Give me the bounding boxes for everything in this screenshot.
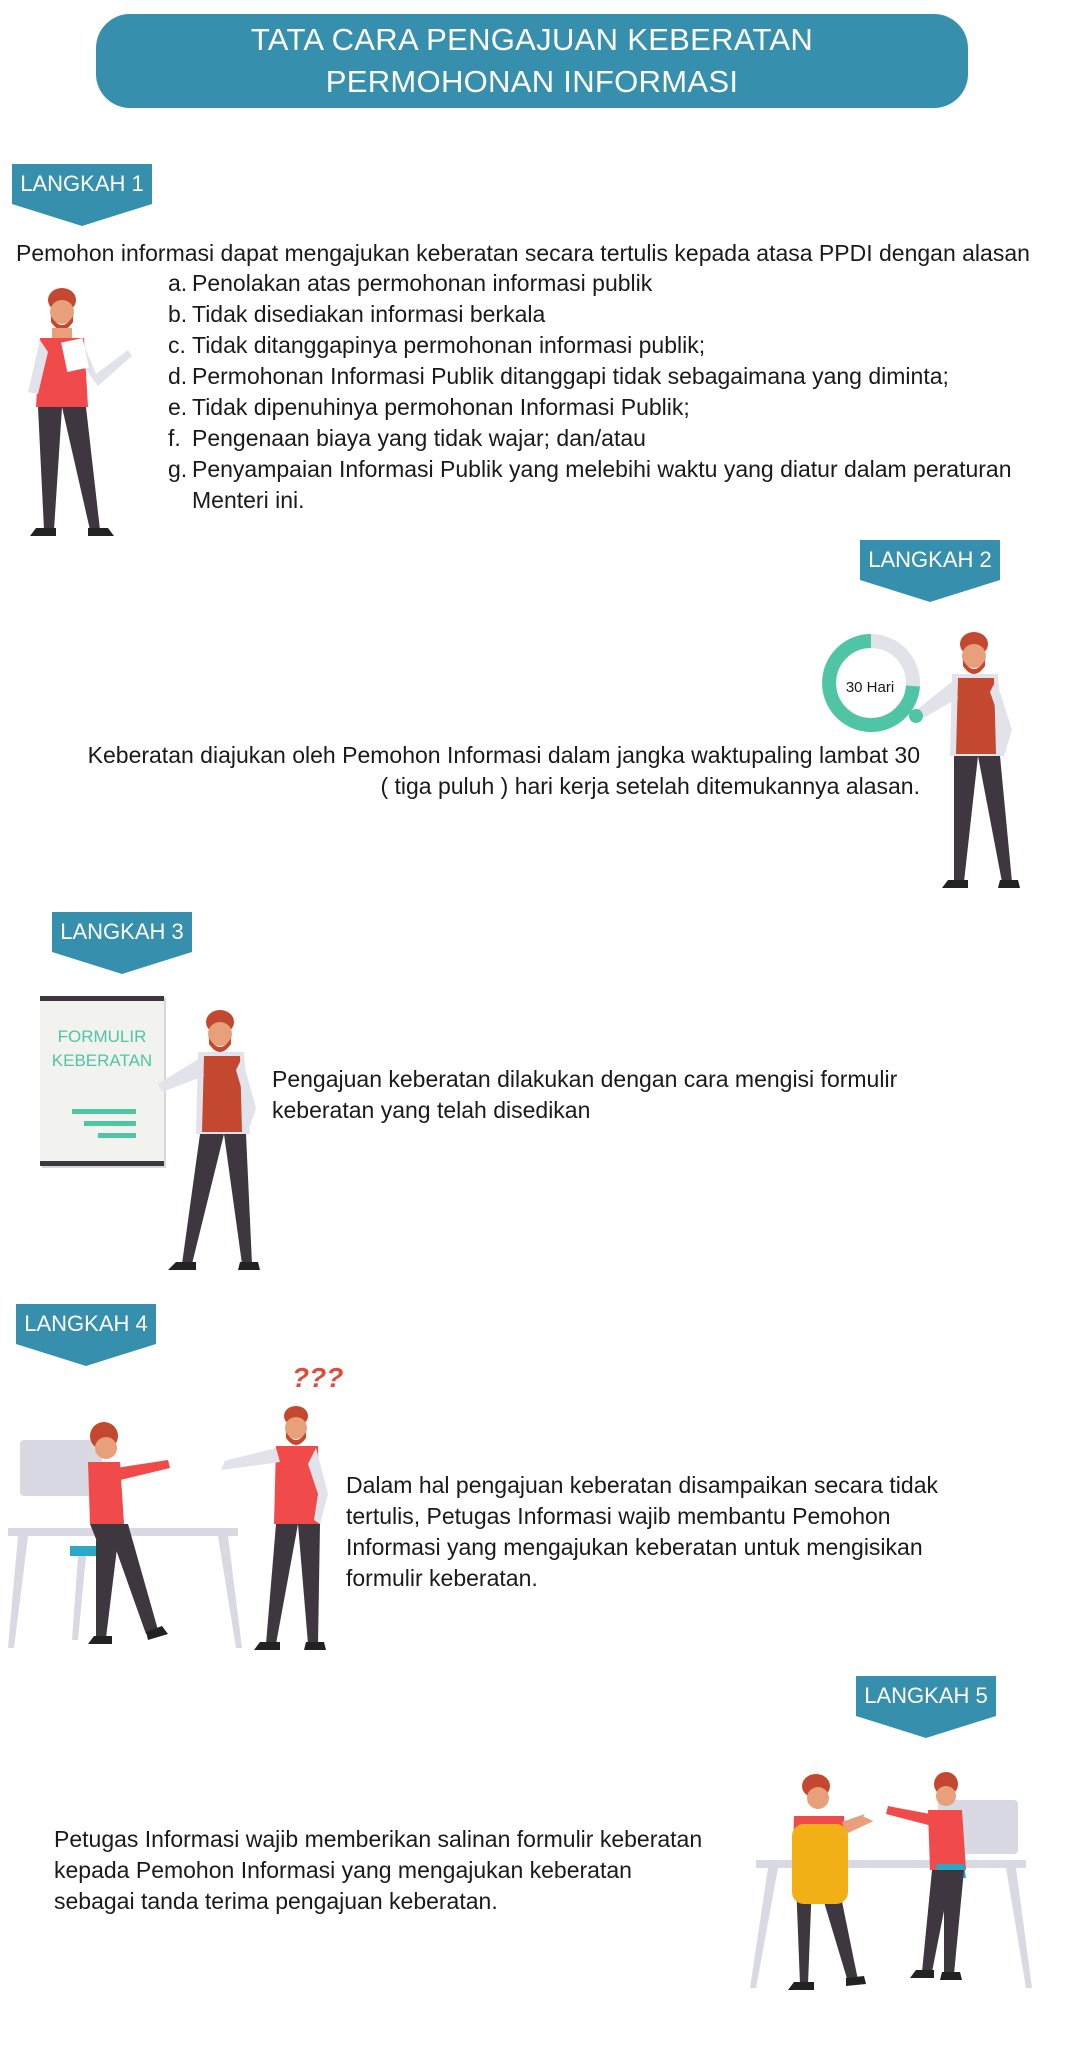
step-3-text-line-2: keberatan yang telah disedikan [272,1097,591,1123]
board-line [84,1121,136,1126]
step-3-text [272,1064,897,1126]
step-4-text [346,1470,938,1594]
step-2-text [60,740,920,802]
board-title-line-1: FORMULIR [57,1027,147,1046]
step-3-text-line-1: Pengajuan keberatan dilakukan dengan cara mengisi formulir [272,1066,898,1092]
list-item: b. Tidak disediakan informasi berkala [168,301,546,327]
step-5-text-line-1: Petugas Informasi wajib memberikan salinan formulir keberatan [54,1826,703,1852]
step-5-text-line-3: sebagai tanda terima pengajuan keberatan. [54,1888,498,1914]
step-5-text [54,1824,702,1917]
page-title [96,14,968,108]
handover-illustration [748,1766,1038,1996]
step-5-text-line-2: kepada Pemohon Informasi yang mengajukan keberatan [54,1857,632,1883]
list-item: g. Penyampaian Informasi Publik yang melebihi waktu yang diatur dalam peraturan Menteri ini. [168,456,1012,513]
board-line [98,1133,136,1138]
step-2-text-line-2: ( tiga puluh ) hari kerja setelah ditemukannya alasan. [380,773,920,799]
standing-requester-illustration [200,1404,330,1654]
list-item: e. Tidak dipenuhinya permohonan Informasi Publik; [168,394,690,420]
presenter-illustration-3 [156,1004,266,1274]
presenter-illustration [18,282,138,542]
list-item: d. Permohonan Informasi Publik ditanggapi tidak sebagaimana yang diminta; [168,363,949,389]
list-item: a. Penolakan atas permohonan informasi publik [168,270,653,296]
step-3-tag: LANGKAH 3 [52,912,192,952]
step-1-reasons-list [168,268,1048,516]
step-5-tag: LANGKAH 5 [856,1676,996,1716]
step-4-text-line-2: tertulis, Petugas Informasi wajib membantu Pemohon [346,1503,891,1529]
board-title-line-2: KEBERATAN [51,1051,153,1070]
step-2-tag: LANGKAH 2 [860,540,1000,580]
form-board [40,996,164,1166]
board-title [40,1025,164,1073]
step-4-text-line-4: formulir keberatan. [346,1565,538,1591]
step-1-tag: LANGKAH 1 [12,164,152,204]
list-item: c. Tidak ditanggapinya permohonan informasi publik; [168,332,706,358]
ring-label: 30 Hari [845,679,895,696]
question-marks: ??? [292,1362,344,1393]
board-line [72,1109,136,1114]
step-1-intro: Pemohon informasi dapat mengajukan keberatan secara tertulis kepada atasa PPDI dengan alasan [16,240,1030,266]
title-line-1: TATA CARA PENGAJUAN KEBERATAN [250,22,814,57]
list-item: f. Pengenaan biaya yang tidak wajar; dan/atau [168,425,646,451]
step-4-text-line-3: Informasi yang mengajukan keberatan untuk mengisikan [346,1534,923,1560]
presenter-illustration-2 [908,626,1028,896]
step-2-text-line-1: Keberatan diajukan oleh Pemohon Informasi dalam jangka waktupaling lambat 30 [87,742,920,768]
step-4-text-line-1: Dalam hal pengajuan keberatan disampaikan secara tidak [346,1472,938,1498]
step-4-tag: LANGKAH 4 [16,1304,156,1344]
title-line-2: PERMOHONAN INFORMASI [325,64,739,99]
